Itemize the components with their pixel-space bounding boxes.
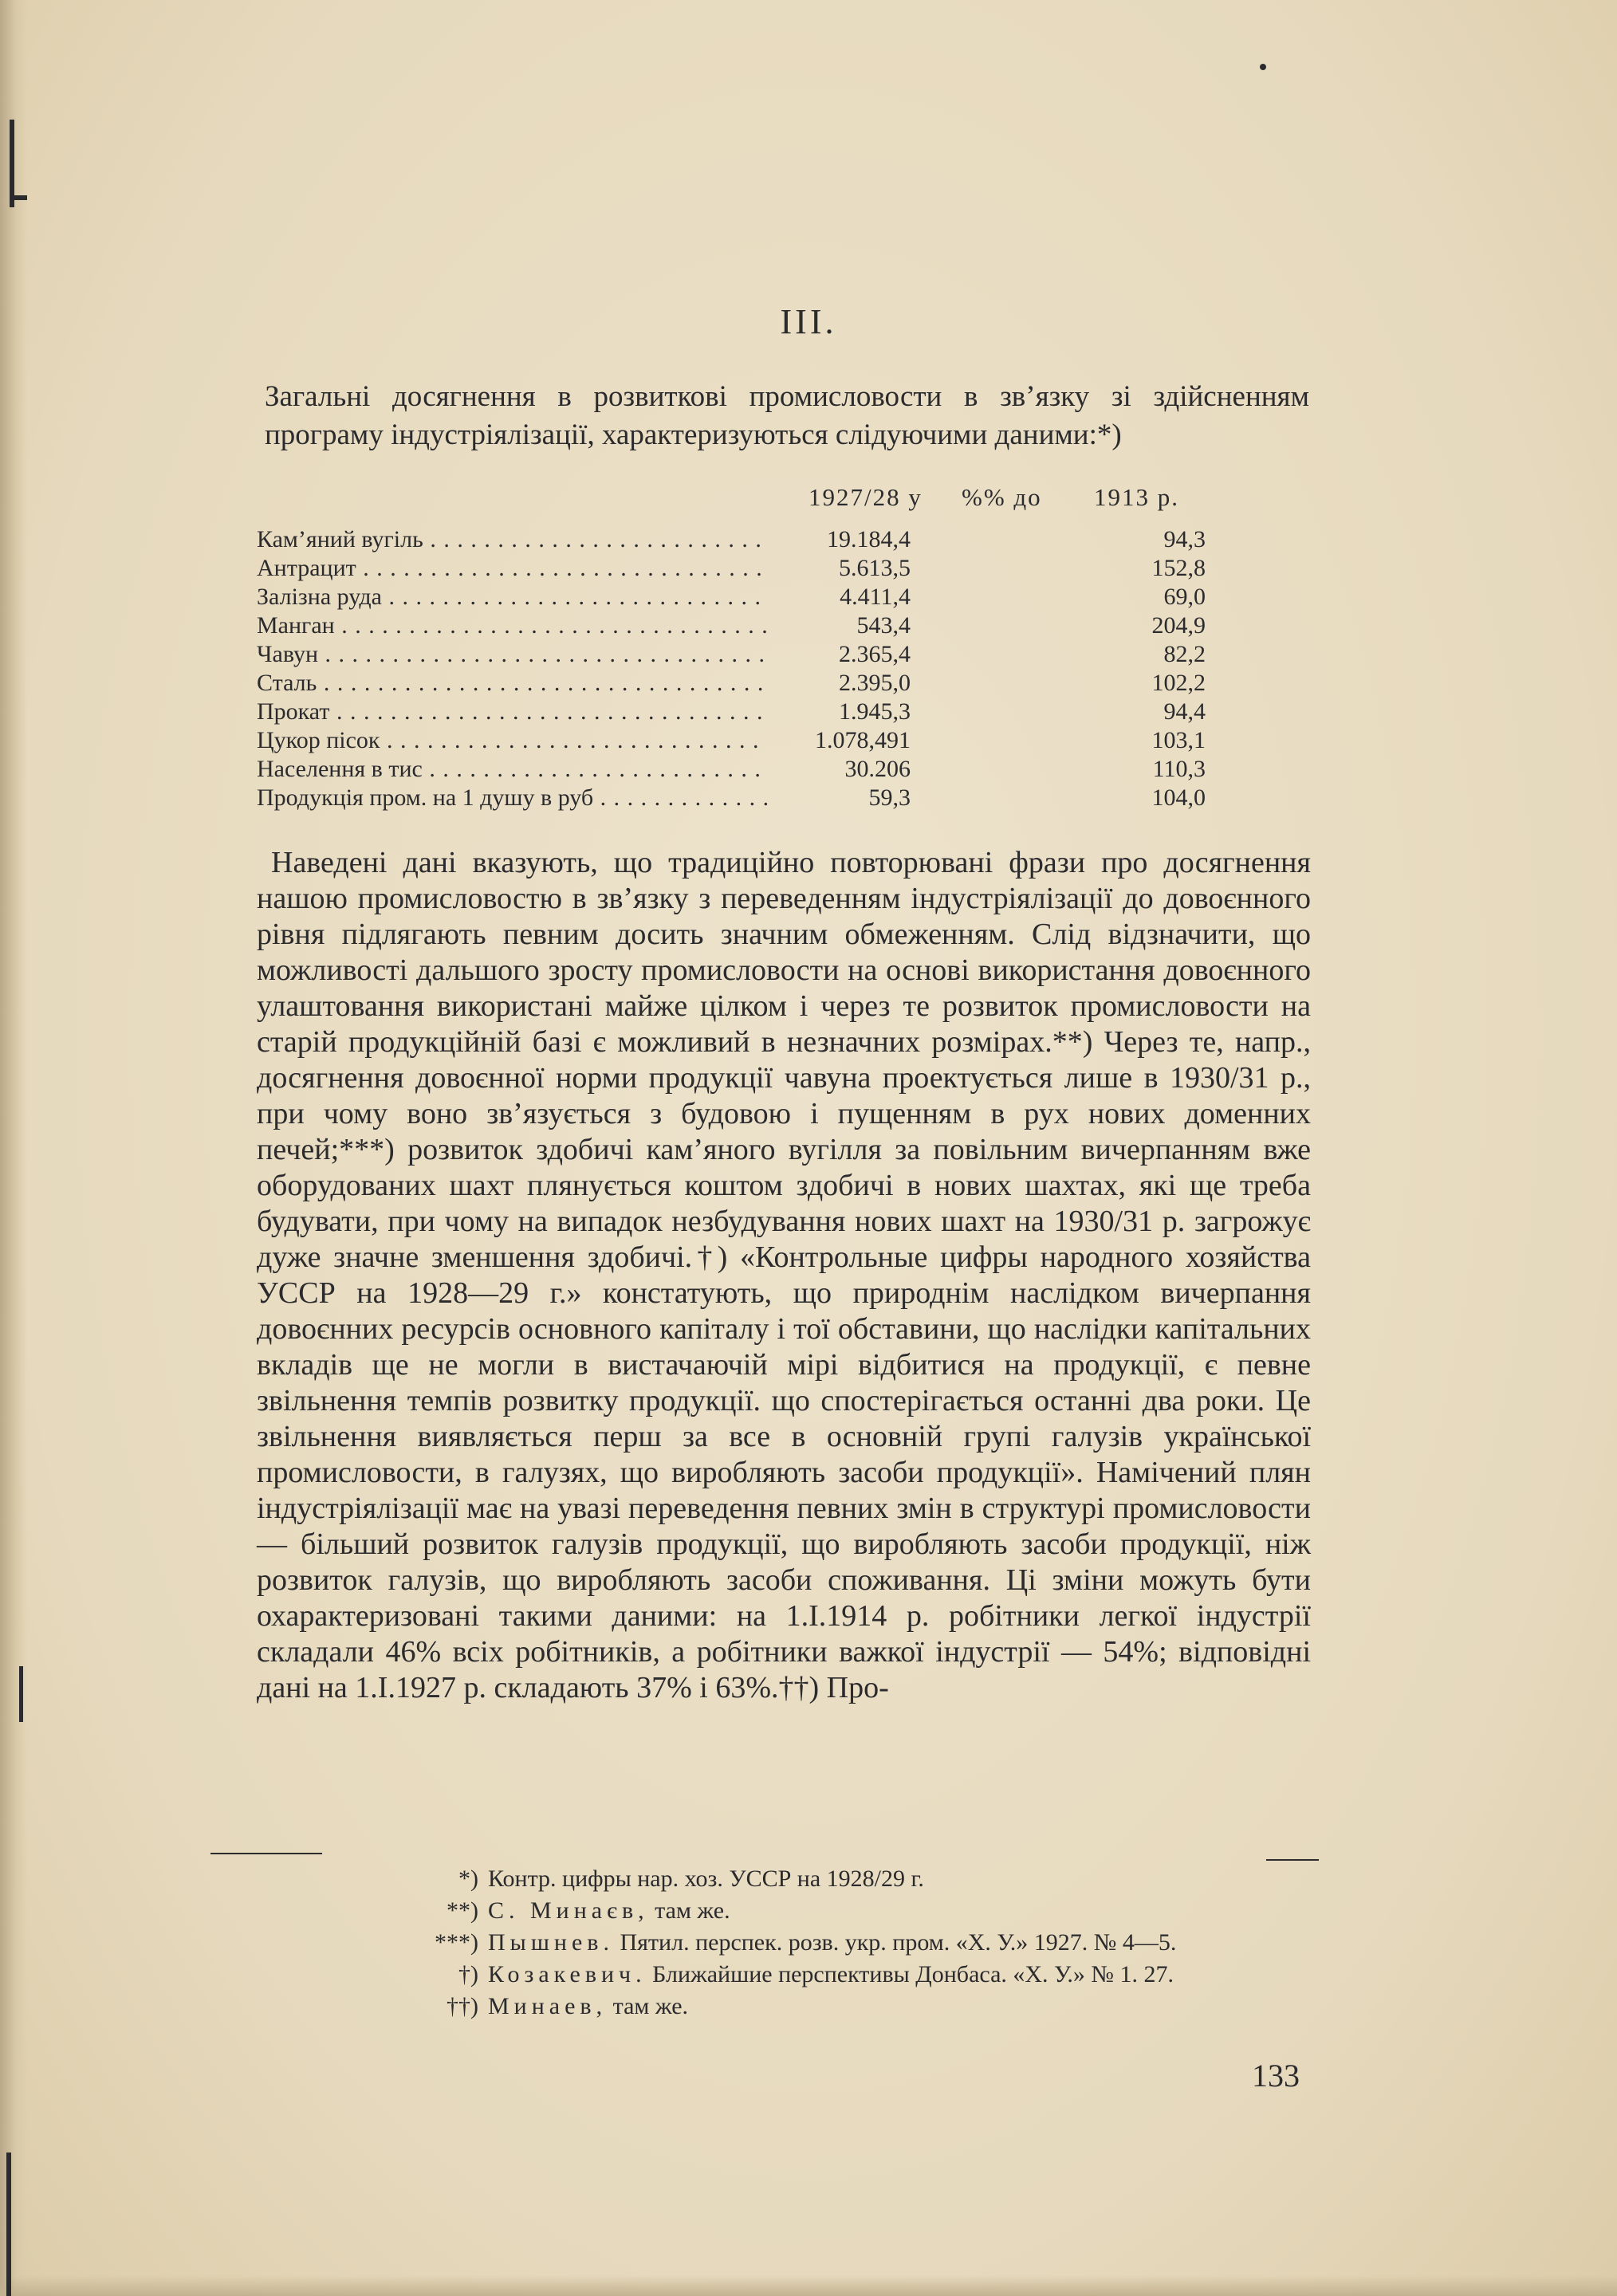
column-header-percent: %% до bbox=[962, 483, 1042, 511]
footnote-author: Козакевич. bbox=[488, 1961, 647, 1987]
footnote-text: Контр. цифры нар. хоз. УССР на 1928/29 г. bbox=[488, 1866, 924, 1892]
row-label: Залізна руда . . . bbox=[257, 584, 767, 611]
row-label: Населення в тис . . . bbox=[257, 756, 767, 783]
table-row bbox=[257, 555, 1245, 584]
footnote-author: Пышнев. bbox=[488, 1929, 614, 1956]
footnote bbox=[239, 1866, 1324, 1897]
table-row bbox=[257, 584, 1245, 612]
footnote-rule bbox=[210, 1853, 322, 1854]
footnote-source: Ближайшие перспективы Донбаса. «Х. У.» № 1. 27. bbox=[652, 1961, 1174, 1987]
table-row bbox=[257, 756, 1245, 784]
row-percent: 104,0 bbox=[1151, 784, 1206, 811]
footnote-mark: ††) bbox=[447, 1993, 478, 2019]
row-percent: 204,9 bbox=[1151, 612, 1206, 639]
row-value: 19.184,4 bbox=[827, 526, 911, 552]
footnote-author: Минаев, bbox=[488, 1993, 608, 2019]
table-row bbox=[257, 727, 1245, 756]
page-number: 133 bbox=[1252, 2058, 1300, 2094]
row-percent: 103,1 bbox=[1151, 727, 1206, 753]
row-value: 1.945,3 bbox=[839, 698, 911, 725]
intro-paragraph: Загальні досягнення в розвиткові промисловости в зв’язку зі здійсненням програму індустріялізації, характеризуються слідуючими даними:*) bbox=[265, 380, 1309, 451]
table-row bbox=[257, 670, 1245, 698]
footnote-mark: *) bbox=[458, 1866, 478, 1892]
row-percent: 110,3 bbox=[1152, 756, 1206, 782]
row-value: 5.613,5 bbox=[839, 555, 911, 581]
row-value: 30.206 bbox=[844, 756, 911, 782]
row-label: Антрацит . . . bbox=[257, 555, 767, 582]
footnote-rule-right bbox=[1266, 1859, 1319, 1861]
section-heading: III. bbox=[780, 302, 837, 341]
row-percent: 102,2 bbox=[1151, 670, 1206, 696]
data-table bbox=[257, 526, 1245, 813]
footnote-text bbox=[488, 1993, 688, 2020]
row-percent: 69,0 bbox=[1163, 584, 1206, 610]
row-label: Манган . . . bbox=[257, 612, 767, 639]
table-row bbox=[257, 641, 1245, 670]
column-header-year: 1927/28 у bbox=[808, 483, 923, 511]
row-percent: 82,2 bbox=[1163, 641, 1206, 667]
footnote-author: С. Минаєв, bbox=[488, 1897, 649, 1924]
binding-mark bbox=[10, 195, 27, 200]
row-value: 2.395,0 bbox=[839, 670, 911, 696]
binding-mark bbox=[10, 120, 14, 207]
footnote bbox=[239, 1961, 1324, 1993]
row-percent: 152,8 bbox=[1151, 555, 1206, 581]
row-percent: 94,4 bbox=[1163, 698, 1206, 725]
body-paragraph: Наведені дані вказують, що традиційно повторювані фрази про досягнення нашою промисловостю в зв’язку з переведенням індустріялізації до довоєнного рівня підлягають певним досить значним обмеженням. Слід відзначити, що можливості дальшого зросту промисловости на основі використання довоєнного улаштовання використані майже цілком і через те розвиток промисловости на старій продукційній базі є можливий в незначних розмірах.**) Через те, напр., досягнення довоєнної норми продукції чавуна проектується лише в 1930/31 р., при чому воно зв’язується з будовою і пущенням в рух нових доменних печей;***) розвиток здобичі кам’яного вугілля за повільним вичерпанням вже оборудованих шахт плянується коштом здобичі в нових шахтах, які ще треба будувати, при чому на випадок незбудування нових шахт на 1930/31 р. загрожує дуже значне зменшення здобичі.†) «Контрольные цифры народного хозяйства УССР на 1928—29 г.» констатують, що природнім наслідком вичерпання довоєнних ресурсів основного капіталу і тої обставини, що наслідки капітальних вкладів ще не могли в вистачаючій мірі відбитися на продукції, є певне звільнення темпів розвитку продукції. що спостерігається останні два роки. Це звільнення виявляється перш за все в основній групі галузів української промисловости, в галузях, що виробляють засоби продукції». Намічений плян індустріялізації має на увазі переведення певних змін в структурі промисловости — більший розвиток галузів продукції, що виробляють засоби продукції, ніж розвиток галузів, що виробляють засоби споживання. Ці зміни можуть бути охарактеризовані такими даними: на 1.I.1914 р. робітники легкої індустрії складали 46% всіх робітників, а робітники важкої індустрії — 54%; відповідні дані на 1.I.1927 р. складають 37% і 63%.††) Про- bbox=[257, 846, 1311, 1704]
footnote-source: там же. bbox=[655, 1897, 730, 1924]
ink-speck bbox=[1260, 64, 1266, 70]
footnote-text bbox=[488, 1961, 1174, 1988]
footnote bbox=[239, 1897, 1324, 1929]
binding-mark bbox=[19, 1666, 23, 1722]
row-label: Цукор пісок . . . bbox=[257, 727, 767, 754]
row-label: Кам’яний вугіль . . . bbox=[257, 526, 767, 553]
binding-mark bbox=[6, 2152, 11, 2296]
row-value: 2.365,4 bbox=[839, 641, 911, 667]
footnotes bbox=[239, 1866, 1324, 2025]
row-value: 59,3 bbox=[868, 784, 911, 811]
footnote-mark: †) bbox=[458, 1961, 478, 1987]
footnote bbox=[239, 1993, 1324, 2025]
table-row bbox=[257, 526, 1245, 555]
footnote-mark: **) bbox=[447, 1897, 478, 1924]
footnote-source: там же. bbox=[612, 1993, 689, 2019]
row-label: Продукція пром. на 1 душу в руб . . . bbox=[257, 784, 767, 812]
footnote-source: Пятил. перспек. розв. укр. пром. «Х. У.» 1927. № 4—5. bbox=[620, 1929, 1177, 1956]
footnote-text bbox=[488, 1929, 1176, 1956]
row-label: Прокат . . . bbox=[257, 698, 767, 725]
row-value: 1.078,491 bbox=[815, 727, 911, 753]
column-header-base-year: 1913 р. bbox=[1094, 483, 1179, 511]
page-left-edge bbox=[0, 0, 27, 2296]
row-label: Чавун . . . bbox=[257, 641, 767, 668]
page-bottom-edge bbox=[0, 2275, 1617, 2296]
footnote-text bbox=[488, 1897, 730, 1924]
row-percent: 94,3 bbox=[1163, 526, 1206, 552]
table-row bbox=[257, 784, 1245, 813]
footnote bbox=[239, 1929, 1324, 1961]
row-label: Сталь . . . bbox=[257, 670, 767, 697]
table-row bbox=[257, 612, 1245, 641]
row-value: 4.411,4 bbox=[840, 584, 911, 610]
footnote-mark: ***) bbox=[435, 1929, 478, 1956]
row-value: 543,4 bbox=[856, 612, 911, 639]
table-row bbox=[257, 698, 1245, 727]
